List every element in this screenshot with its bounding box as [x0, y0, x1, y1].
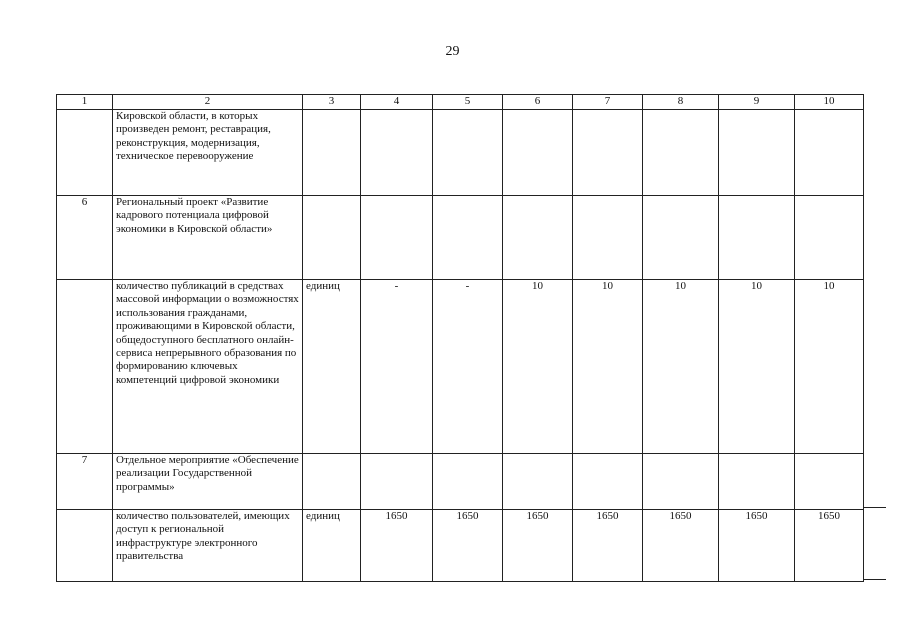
column-number: 1 — [57, 95, 113, 110]
value-cell: 10 — [503, 280, 573, 454]
row-number: 6 — [57, 196, 113, 280]
value-cell: 10 — [573, 280, 643, 454]
column-number: 3 — [303, 95, 361, 110]
indicator-name: Региональный проект «Развитие кадрового потенциала цифровой экономики в Кировской области» — [113, 196, 303, 280]
value-cell — [719, 196, 795, 280]
value-cell — [795, 110, 864, 196]
column-number: 8 — [643, 95, 719, 110]
value-cell: 1650 — [573, 510, 643, 582]
value-cell: - — [433, 280, 503, 454]
value-cell — [643, 110, 719, 196]
column-number: 9 — [719, 95, 795, 110]
table-edge-line — [863, 579, 886, 580]
table-row — [57, 110, 864, 196]
value-cell — [719, 110, 795, 196]
table-row — [57, 454, 864, 510]
value-cell: 1650 — [643, 510, 719, 582]
column-number-row — [57, 95, 864, 110]
value-cell: 10 — [643, 280, 719, 454]
value-cell — [503, 454, 573, 510]
column-number: 5 — [433, 95, 503, 110]
value-cell — [503, 196, 573, 280]
value-cell — [573, 110, 643, 196]
value-cell — [433, 196, 503, 280]
value-cell: 10 — [719, 280, 795, 454]
indicator-name: Отдельное мероприятие «Обеспечение реализации Государственной программы» — [113, 454, 303, 510]
row-number — [57, 110, 113, 196]
value-cell — [643, 454, 719, 510]
unit-cell — [303, 196, 361, 280]
value-cell: 1650 — [795, 510, 864, 582]
indicator-name: Кировской области, в которых произведен ремонт, реставрация, реконструкция, модернизация, техническое перевооружение — [113, 110, 303, 196]
value-cell — [795, 196, 864, 280]
unit-cell — [303, 454, 361, 510]
column-number: 10 — [795, 95, 864, 110]
value-cell: - — [361, 280, 433, 454]
value-cell: 1650 — [361, 510, 433, 582]
value-cell — [361, 110, 433, 196]
column-number: 4 — [361, 95, 433, 110]
column-number: 7 — [573, 95, 643, 110]
row-number — [57, 510, 113, 582]
table-row — [57, 196, 864, 280]
unit-cell: единиц — [303, 510, 361, 582]
indicator-name: количество пользователей, имеющих доступ к региональной инфраструктуре электронного правительства — [113, 510, 303, 582]
column-number: 2 — [113, 95, 303, 110]
value-cell: 1650 — [719, 510, 795, 582]
table-row — [57, 280, 864, 454]
value-cell — [719, 454, 795, 510]
value-cell — [433, 110, 503, 196]
value-cell — [361, 454, 433, 510]
value-cell — [643, 196, 719, 280]
value-cell: 1650 — [503, 510, 573, 582]
indicators-table — [56, 94, 864, 582]
indicator-name: количество публикаций в средствах массовой информации о возможностях использования гражданами, проживающими в Кировской области, общедоступного бесплатного онлайн-сервиса непрерывного образования по формированию ключевых компетенций цифровой экономики — [113, 280, 303, 454]
value-cell — [503, 110, 573, 196]
table-edge-line — [863, 507, 886, 508]
value-cell — [573, 196, 643, 280]
column-number: 6 — [503, 95, 573, 110]
row-number: 7 — [57, 454, 113, 510]
page-number: 29 — [445, 44, 460, 59]
value-cell: 1650 — [433, 510, 503, 582]
value-cell — [433, 454, 503, 510]
value-cell — [795, 454, 864, 510]
unit-cell — [303, 110, 361, 196]
value-cell — [361, 196, 433, 280]
value-cell — [573, 454, 643, 510]
row-number — [57, 280, 113, 454]
unit-cell: единиц — [303, 280, 361, 454]
table-row — [57, 510, 864, 582]
value-cell: 10 — [795, 280, 864, 454]
